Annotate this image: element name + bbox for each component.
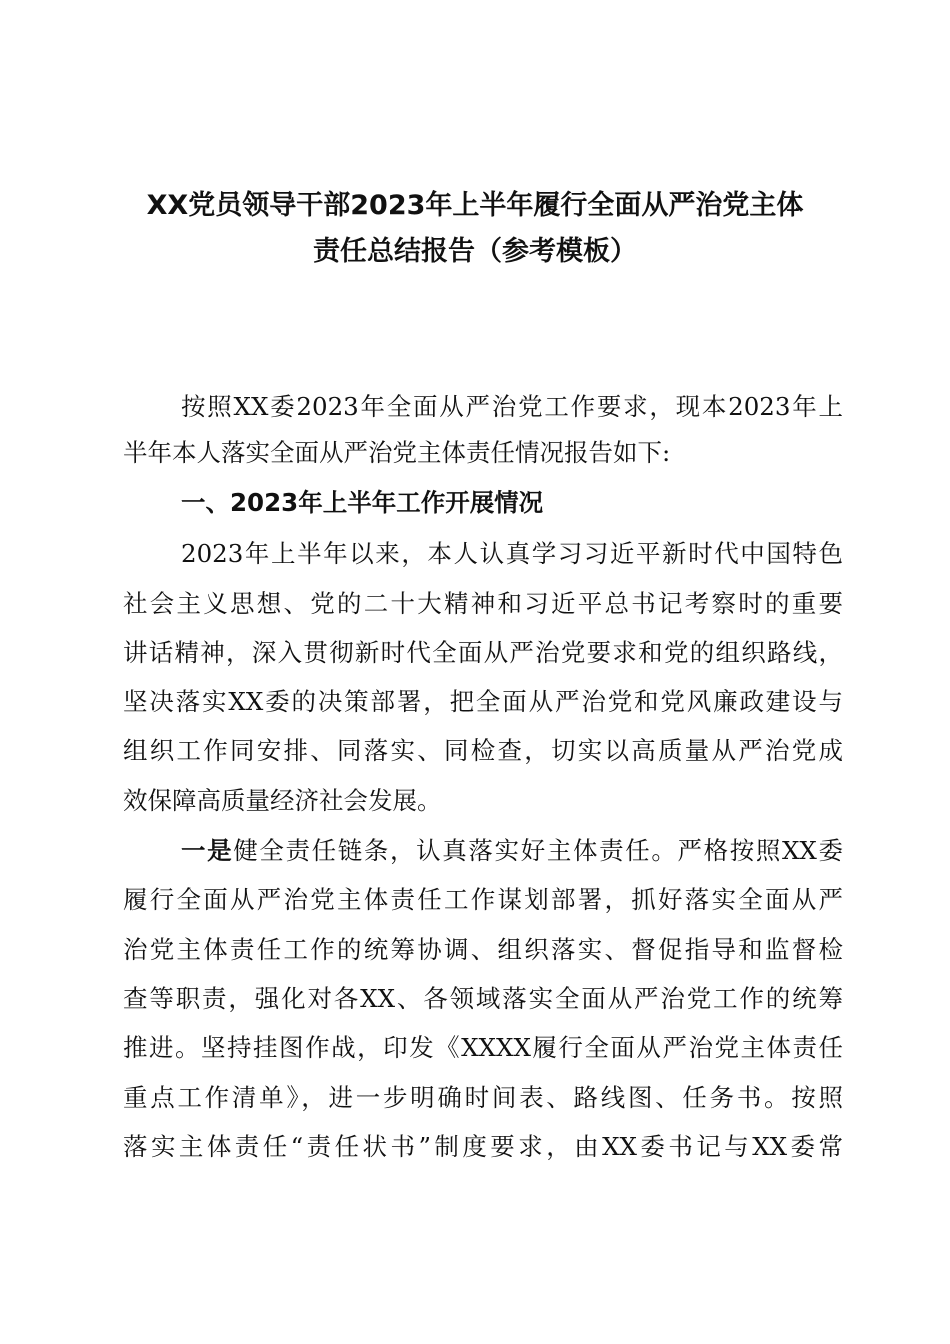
intro-line: 按照XX委2023年全面从严治党工作要求，现本2023年上 xyxy=(181,392,843,421)
paragraph-line: 履行全面从严治党主体责任工作谋划部署，抓好落实全面从严 xyxy=(123,885,843,914)
paragraph-line: 落实主体责任“责任状书”制度要求，由XX委书记与XX委常 xyxy=(123,1132,843,1161)
paragraph-line: 2023年上半年以来，本人认真学习习近平新时代中国特色 xyxy=(181,539,843,568)
paragraph-line: 查等职责，强化对各XX、各领域落实全面从严治党工作的统筹 xyxy=(123,984,843,1013)
point-first-line xyxy=(181,835,843,867)
paragraph-line: 坚决落实XX委的决策部署，把全面从严治党和党风廉政建设与 xyxy=(123,687,843,716)
document-title-line-2: 责任总结报告（参考模板） xyxy=(313,236,637,267)
point-label: 一是 xyxy=(181,836,234,865)
section-heading: 一、2023年上半年工作开展情况 xyxy=(181,488,544,517)
paragraph-line: 治党主体责任工作的统筹协调、组织落实、督促指导和监督检 xyxy=(123,935,843,964)
paragraph-line: 社会主义思想、党的二十大精神和习近平总书记考察时的重要 xyxy=(123,589,843,618)
intro-line: 半年本人落实全面从严治党主体责任情况报告如下: xyxy=(123,438,671,467)
paragraph-line: 推进。坚持挂图作战，印发《XXXX履行全面从严治党主体责任 xyxy=(123,1033,843,1062)
paragraph-line: 讲话精神，深入贯彻新时代全面从严治党要求和党的组织路线， xyxy=(123,638,843,667)
document-title-line-1: XX党员领导干部2023年上半年履行全面从严治党主体 xyxy=(146,190,804,221)
paragraph-line: 重点工作清单》，进一步明确时间表、路线图、任务书。按照 xyxy=(123,1083,843,1112)
paragraph-line: 效保障高质量经济社会发展。 xyxy=(123,786,442,815)
paragraph-line: 组织工作同安排、同落实、同检查，切实以高质量从严治党成 xyxy=(123,736,843,765)
point-text: 健全责任链条，认真落实好主体责任。严格按照XX委 xyxy=(233,836,843,865)
